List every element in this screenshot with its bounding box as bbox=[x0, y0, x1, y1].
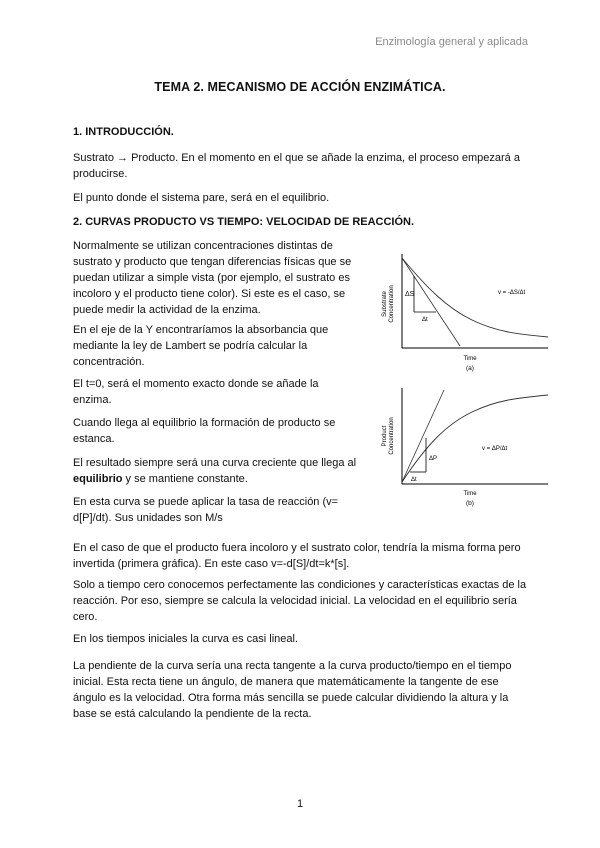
figure-b-delta-y-label: ΔP bbox=[429, 456, 438, 462]
figure-b-xlabel: Time bbox=[463, 491, 477, 497]
figure-b-caption: (b) bbox=[466, 500, 474, 507]
header-course: Enzimología general y aplicada bbox=[375, 36, 528, 48]
section-2-paragraph-10: La pendiente de la curva sería una recta tangente a la curva producto/tiempo en el tiempo inicial. Esta recta tiene un ángulo, de manera que matemáticamente la tangente de ese ángulo es la velocidad. Otra forma más sencilla se puede calcular dividiendo la altura y la base se está calculando la pendiente de la recta. bbox=[73, 660, 512, 720]
section-1-paragraph-1: Sustrato → Producto. En el momento en el que se añade la enzima, el proceso empezará a producirse. bbox=[73, 152, 520, 180]
figure-a-caption: (a) bbox=[466, 365, 474, 372]
section-2-heading: 2. CURVAS PRODUCTO VS TIEMPO: VELOCIDAD DE REACCIÓN. bbox=[73, 216, 415, 228]
figure-b-ylabel-1: Product bbox=[382, 425, 388, 447]
p5-text-after: y se mantiene constante. bbox=[122, 473, 248, 485]
section-2-paragraph-1: Normalmente se utilizan concentraciones distintas de sustrato y producto que tengan diferencias físicas que se puedan utilizar a simple vista (por ejemplo, el sustrato es incoloro y el producto tiene color). Si este es el caso, se puede medir la actividad de la enzima. bbox=[73, 240, 352, 316]
figure-b-ylabel-2: Concentration bbox=[389, 417, 395, 455]
figure-b-delta-x-label: Δt bbox=[411, 477, 417, 483]
figure-b-curve bbox=[402, 395, 548, 482]
section-2-paragraph-9: En los tiempos iniciales la curva es casi lineal. bbox=[73, 633, 298, 645]
section-2-paragraph-7: En el caso de que el producto fuera incoloro y el sustrato color, tendría la misma forma pero invertida (primera gráfica). En este caso v=-d[S]/dt=k*[s]. bbox=[73, 542, 521, 570]
p5-text-before: El resultado siempre será una curva creciente que llega al bbox=[73, 457, 357, 469]
section-2-paragraph-3: El t=0, será el momento exacto donde se añade la enzima. bbox=[73, 378, 319, 406]
figure-a-ylabel-1: Substrate bbox=[382, 291, 388, 317]
figure-a-curve bbox=[402, 258, 548, 337]
section-2-paragraph-8: Solo a tiempo cero conocemos perfectamente las condiciones y características exactas de la reacción. Por eso, siempre se calcula la velocidad inicial. La velocidad en el equilibrio sería cero. bbox=[73, 579, 527, 623]
figure-a-delta-y-label: ΔS bbox=[405, 291, 415, 298]
section-1-heading: 1. INTRODUCCIÓN. bbox=[73, 126, 174, 138]
figure-b-graph bbox=[372, 384, 552, 514]
section-1-paragraph-2: El punto donde el sistema pare, será en el equilibrio. bbox=[73, 192, 330, 204]
section-2-paragraph-2: En el eje de la Y encontraríamos la absorbancia que mediante la ley de Lambert se podría calcular la concentración. bbox=[73, 324, 329, 368]
section-2-paragraph-6: En esta curva se puede aplicar la tasa de reacción (v= d[P]/dt). Sus unidades son M/s bbox=[73, 496, 339, 524]
figure-a-tangent bbox=[402, 258, 460, 346]
page-number: 1 bbox=[296, 798, 304, 810]
figure-b-equation: v = ΔP/Δt bbox=[482, 446, 508, 452]
page-title: TEMA 2. MECANISMO DE ACCIÓN ENZIMÁTICA. bbox=[154, 80, 446, 94]
section-2-paragraph-4: Cuando llega al equilibrio la formación de producto se estanca. bbox=[73, 417, 336, 445]
figure-a-ylabel-2: Concentration bbox=[389, 285, 395, 323]
figure-a-graph bbox=[372, 248, 552, 378]
figure-a bbox=[372, 248, 552, 383]
p5-bold-equilibrio: equilibrio bbox=[73, 473, 123, 485]
section-2-paragraph-5 bbox=[73, 455, 358, 487]
figure-b bbox=[372, 384, 552, 519]
figure-a-delta-x-label: Δt bbox=[422, 317, 428, 323]
figure-a-equation: v = -ΔS/Δt bbox=[498, 290, 526, 296]
figure-a-xlabel: Time bbox=[463, 356, 477, 362]
